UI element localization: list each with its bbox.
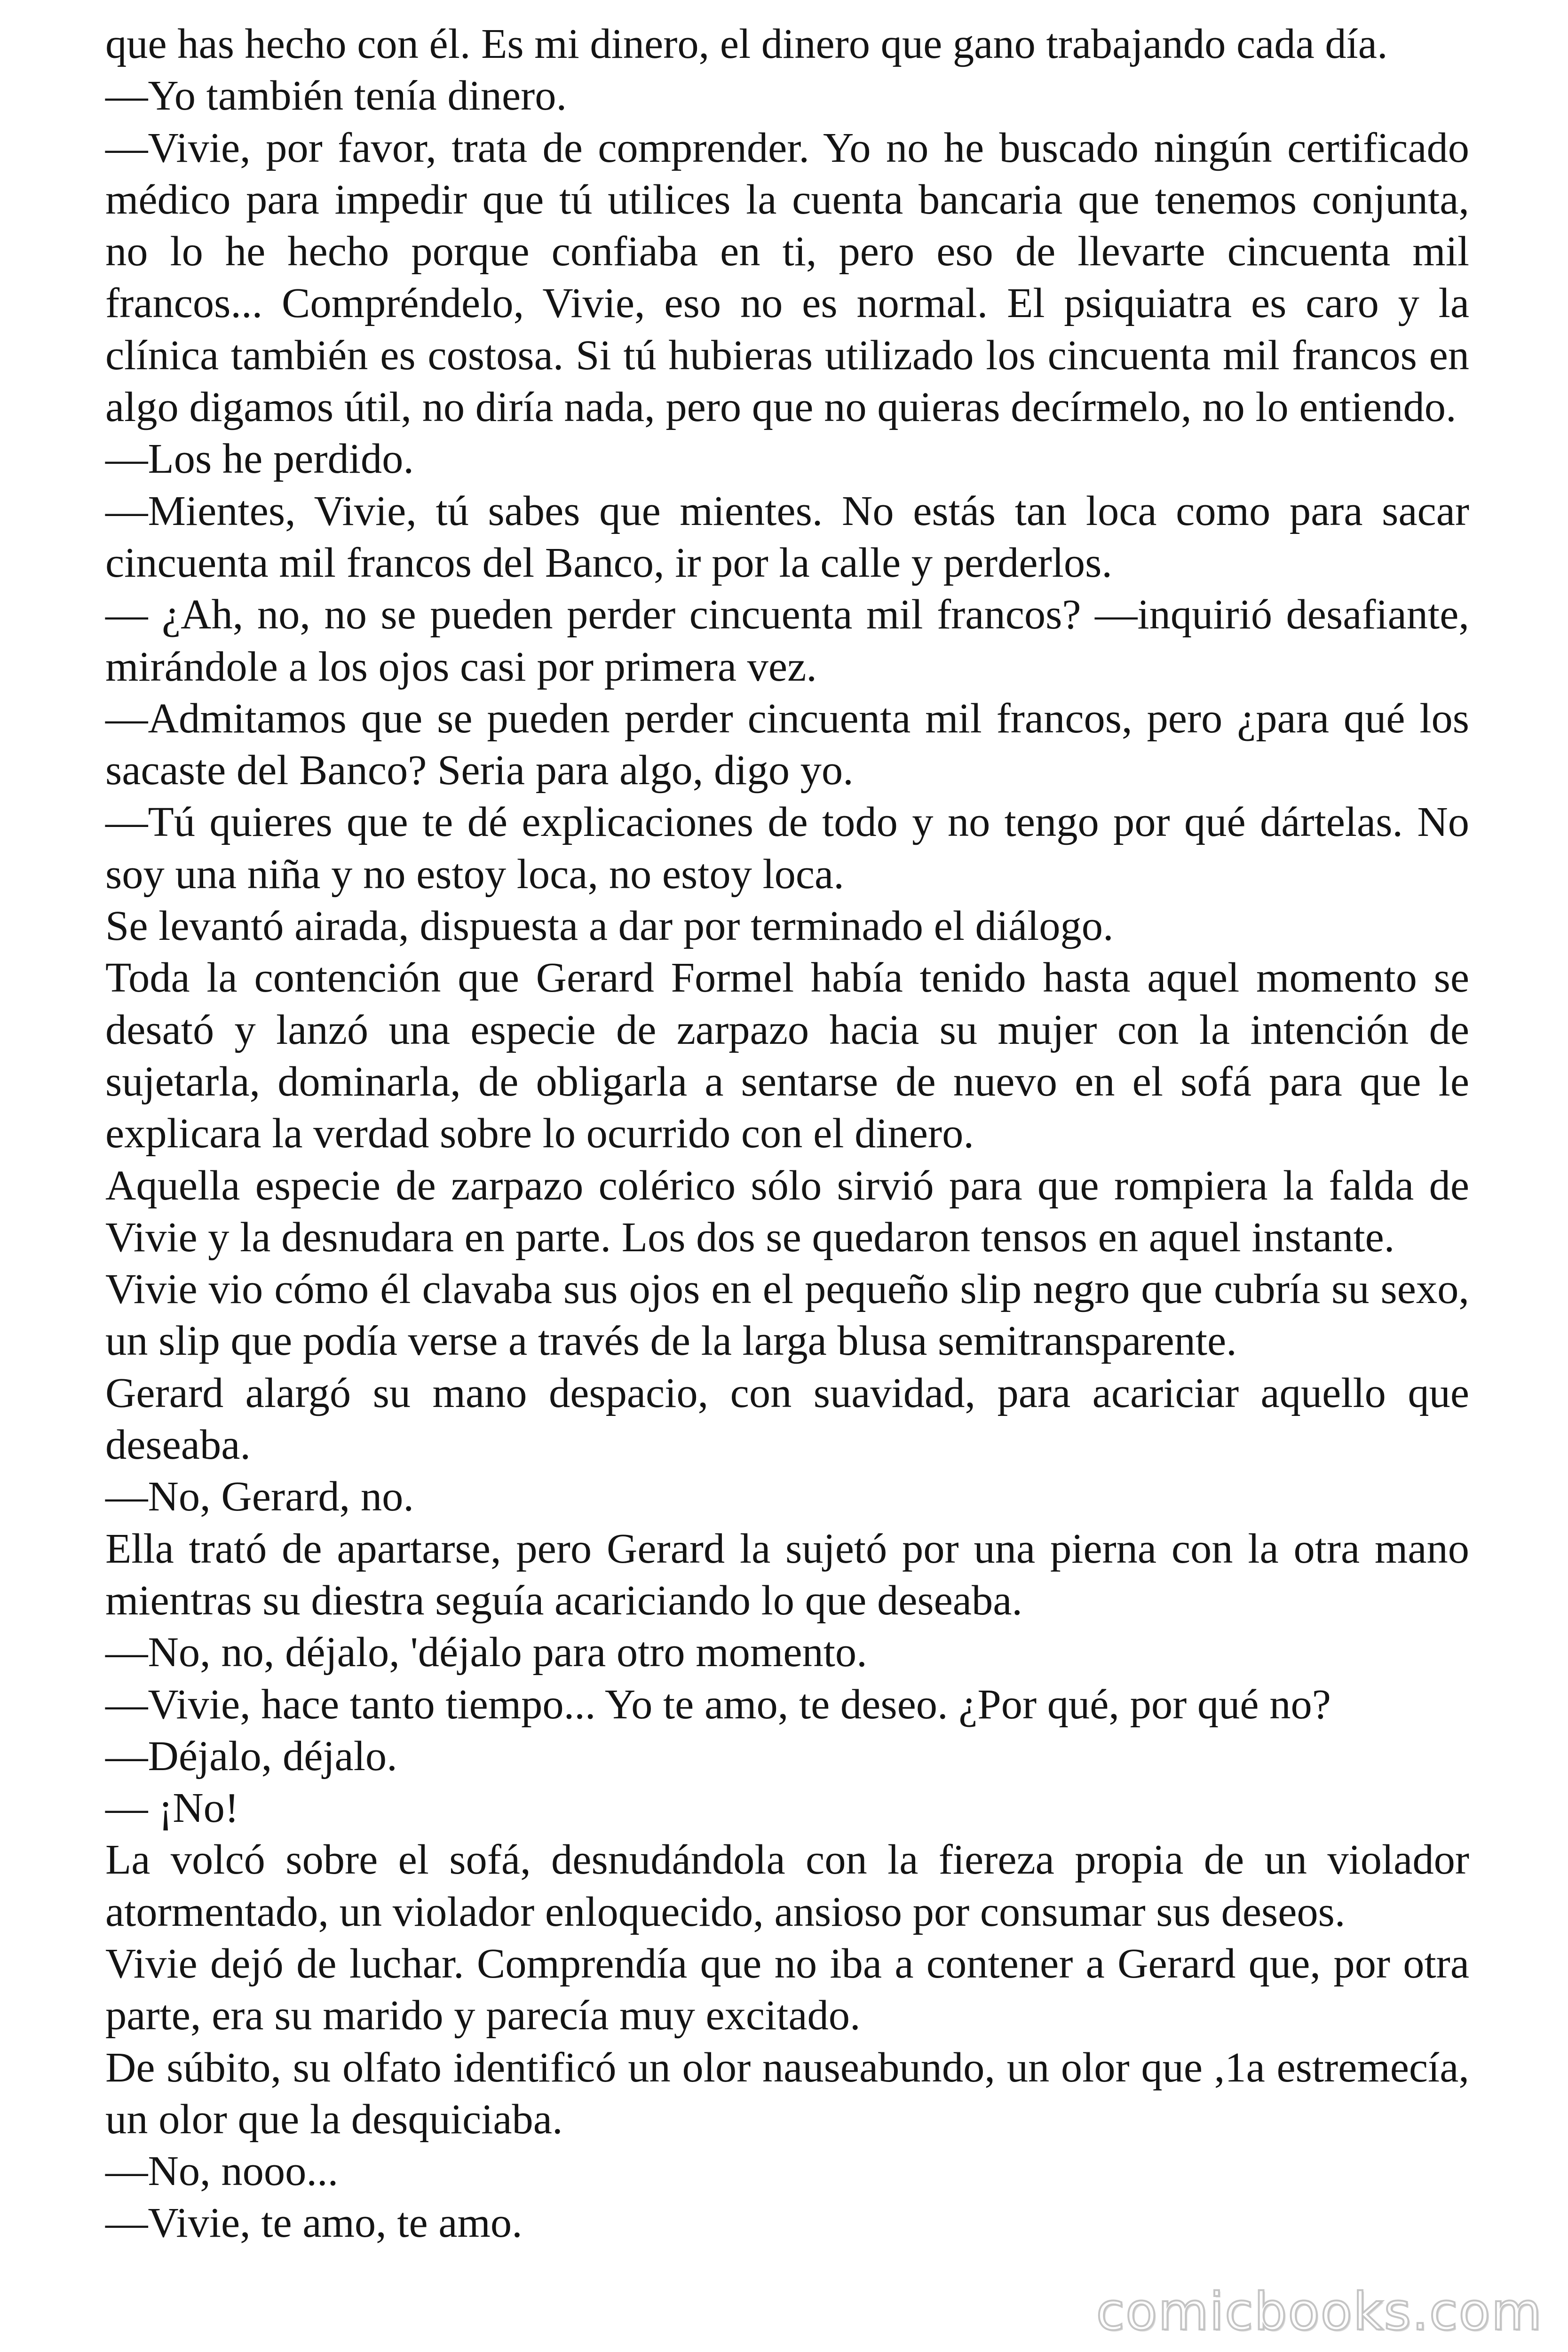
paragraph: Toda la contención que Gerard Formel había tenido hasta aquel momento se desató y lanzó una especie de zarpazo hacia su mujer con la intención de sujetarla, dominarla, de obligarla a sentarse de nuevo en el sofá para que le explicara la verdad sobre lo ocurrido con el dinero. — [105, 954, 1469, 1157]
paragraph: —Yo también tenía dinero. — [105, 72, 567, 119]
paragraph: La volcó sobre el sofá, desnudándola con la fiereza propia de un violador atormentado, un violador enloquecido, ansioso por consumar sus deseos. — [105, 1836, 1469, 1935]
paragraph: —Déjalo, déjalo. — [105, 1732, 397, 1780]
paragraph: Vivie vio cómo él clavaba sus ojos en el pequeño slip negro que cubría su sexo, un slip que podía verse a través de la larga blusa semitransparente. — [105, 1265, 1469, 1365]
paragraph: —No, nooo... — [105, 2147, 339, 2195]
paragraph: —Admitamos que se pueden perder cincuenta mil francos, pero ¿para qué los sacaste del Banco? Seria para algo, digo yo. — [105, 694, 1469, 794]
paragraph: Ella trató de apartarse, pero Gerard la sujetó por una pierna con la otra mano mientras su diestra seguía acariciando lo que deseaba. — [105, 1524, 1469, 1624]
paragraph: — ¡No! — [105, 1784, 239, 1832]
paragraph: —Vivie, hace tanto tiempo... Yo te amo, te deseo. ¿Por qué, por qué no? — [105, 1680, 1331, 1728]
paragraph: que has hecho con él. Es mi dinero, el dinero que gano trabajando cada día. — [105, 20, 1388, 67]
paragraph: Se levantó airada, dispuesta a dar por terminado el diálogo. — [105, 902, 1114, 950]
paragraph: Gerard alargó su mano despacio, con suavidad, para acariciar aquello que deseaba. — [105, 1368, 1469, 1469]
paragraph: —Los he perdido. — [105, 435, 414, 483]
paragraph: —Vivie, te amo, te amo. — [105, 2199, 523, 2247]
paragraph: —Tú quieres que te dé explicaciones de todo y no tengo por qué dártelas. No soy una niña y no estoy loca, no estoy loca. — [105, 798, 1469, 898]
watermark-logo: comicbooks.com — [1096, 2281, 1543, 2342]
paragraph: Aquella especie de zarpazo colérico sólo sirvió para que rompiera la falda de Vivie y la desnudara en parte. Los dos se quedaron tensos en aquel instante. — [105, 1161, 1469, 1261]
paragraph: Vivie dejó de luchar. Comprendía que no iba a contener a Gerard que, por otra parte, era su marido y parecía muy excitado. — [105, 1939, 1469, 2039]
paragraph: —No, no, déjalo, 'déjalo para otro momento. — [105, 1628, 867, 1676]
page-body — [105, 18, 1469, 2249]
paragraph: —No, Gerard, no. — [105, 1472, 414, 1520]
paragraph: —Mientes, Vivie, tú sabes que mientes. No estás tan loca como para sacar cincuenta mil francos del Banco, ir por la calle y perderlos. — [105, 486, 1469, 586]
paragraph: — ¿Ah, no, no se pueden perder cincuenta mil francos? —inquirió desafiante, mirándole a los ojos casi por primera vez. — [105, 590, 1469, 690]
paragraph: De súbito, su olfato identificó un olor nauseabundo, un olor que ,1a estremecía, un olor que la desquiciaba. — [105, 2043, 1469, 2143]
paragraph: —Vivie, por favor, trata de comprender. Yo no he buscado ningún certificado médico para impedir que tú utilices la cuenta bancaria que tenemos conjunta, no lo he hecho porque confiaba en ti, pero eso de llevarte cincuenta mil francos... Compréndelo, Vivie, eso no es normal. El psiquiatra es caro y la clínica también es costosa. Si tú hubieras utilizado los cincuenta mil francos en algo digamos útil, no diría nada, pero que no quieras decírmelo, no lo entiendo. — [105, 123, 1469, 431]
